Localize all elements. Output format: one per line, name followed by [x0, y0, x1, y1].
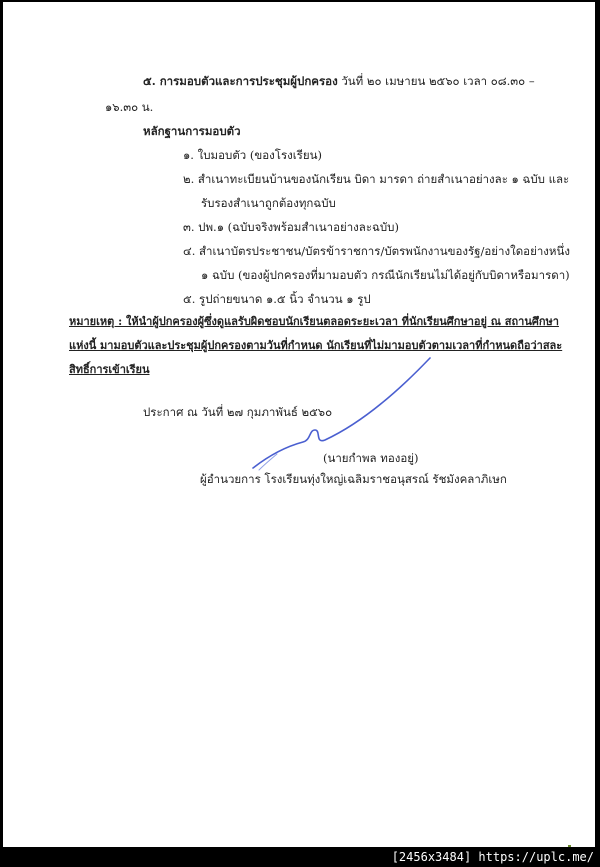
note-line-1: หมายเหตุ : ให้นำผู้ปกครองผู้ซึ่งดูแลรับผิดชอบนักเรียนตลอดระยะเวลา ที่นักเรียนศึกษาอยู่ ณ สถานศึกษา	[69, 315, 559, 328]
announcement-date: ประกาศ ณ วันที่ ๒๗ กุมภาพันธ์ ๒๕๖๐	[143, 405, 333, 419]
evidence-item-4-cont: ๑ ฉบับ (ของผู้ปกครองที่มามอบตัว กรณีนักเรียนไม่ได้อยู่กับบิดาหรือมารดา)	[201, 268, 570, 282]
signer-name: (นายกำพล ทองอยู่)	[323, 451, 419, 465]
section5-heading: ๕. การมอบตัวและการประชุมผู้ปกครอง	[143, 74, 338, 88]
evidence-item-4: ๔. สำเนาบัตรประชาชน/บัตรข้าราชการ/บัตรพนักงานของรัฐ/อย่างใดอย่างหนึ่ง	[183, 244, 570, 258]
evidence-item-5: ๕. รูปถ่ายขนาด ๑.๕ นิ้ว จำนวน ๑ รูป	[183, 292, 371, 306]
evidence-item-2-cont: รับรองสำเนาถูกต้องทุกฉบับ	[201, 196, 336, 210]
signer-title: ผู้อำนวยการ โรงเรียนทุ่งใหญ่เฉลิมราชอนุสรณ์ รัชมังคลาภิเษก	[200, 472, 507, 486]
footer-bar	[0, 847, 600, 867]
evidence-item-1: ๑. ใบมอบตัว (ของโรงเรียน)	[183, 148, 322, 162]
document-page	[3, 2, 595, 847]
evidence-heading: หลักฐานการมอบตัว	[143, 124, 241, 138]
evidence-item-3: ๓. ปพ.๑ (ฉบับจริงพร้อมสำเนาอย่างละฉบับ)	[183, 220, 399, 234]
section5-date: วันที่ ๒๐ เมษายน ๒๕๖๐ เวลา ๐๘.๓๐ –	[341, 74, 535, 88]
evidence-item-2: ๒. สำเนาทะเบียนบ้านของนักเรียน บิดา มารดา ถ่ายสำเนาอย่างละ ๑ ฉบับ และ	[183, 172, 570, 186]
note-line-3: สิทธิ์การเข้าเรียน	[69, 363, 150, 376]
note-line-2: แห่งนี้ มามอบตัวและประชุมผู้ปกครองตามวันที่กำหนด นักเรียนที่ไม่มามอบตัวตามเวลาที่กำหนดถือว่าสละ	[69, 339, 563, 352]
watermark-text: [2456x3484] https://uplc.me/	[391, 850, 594, 864]
signature-icon	[3, 2, 595, 847]
section5-time-continued: ๑๖.๓๐ น.	[105, 100, 154, 114]
